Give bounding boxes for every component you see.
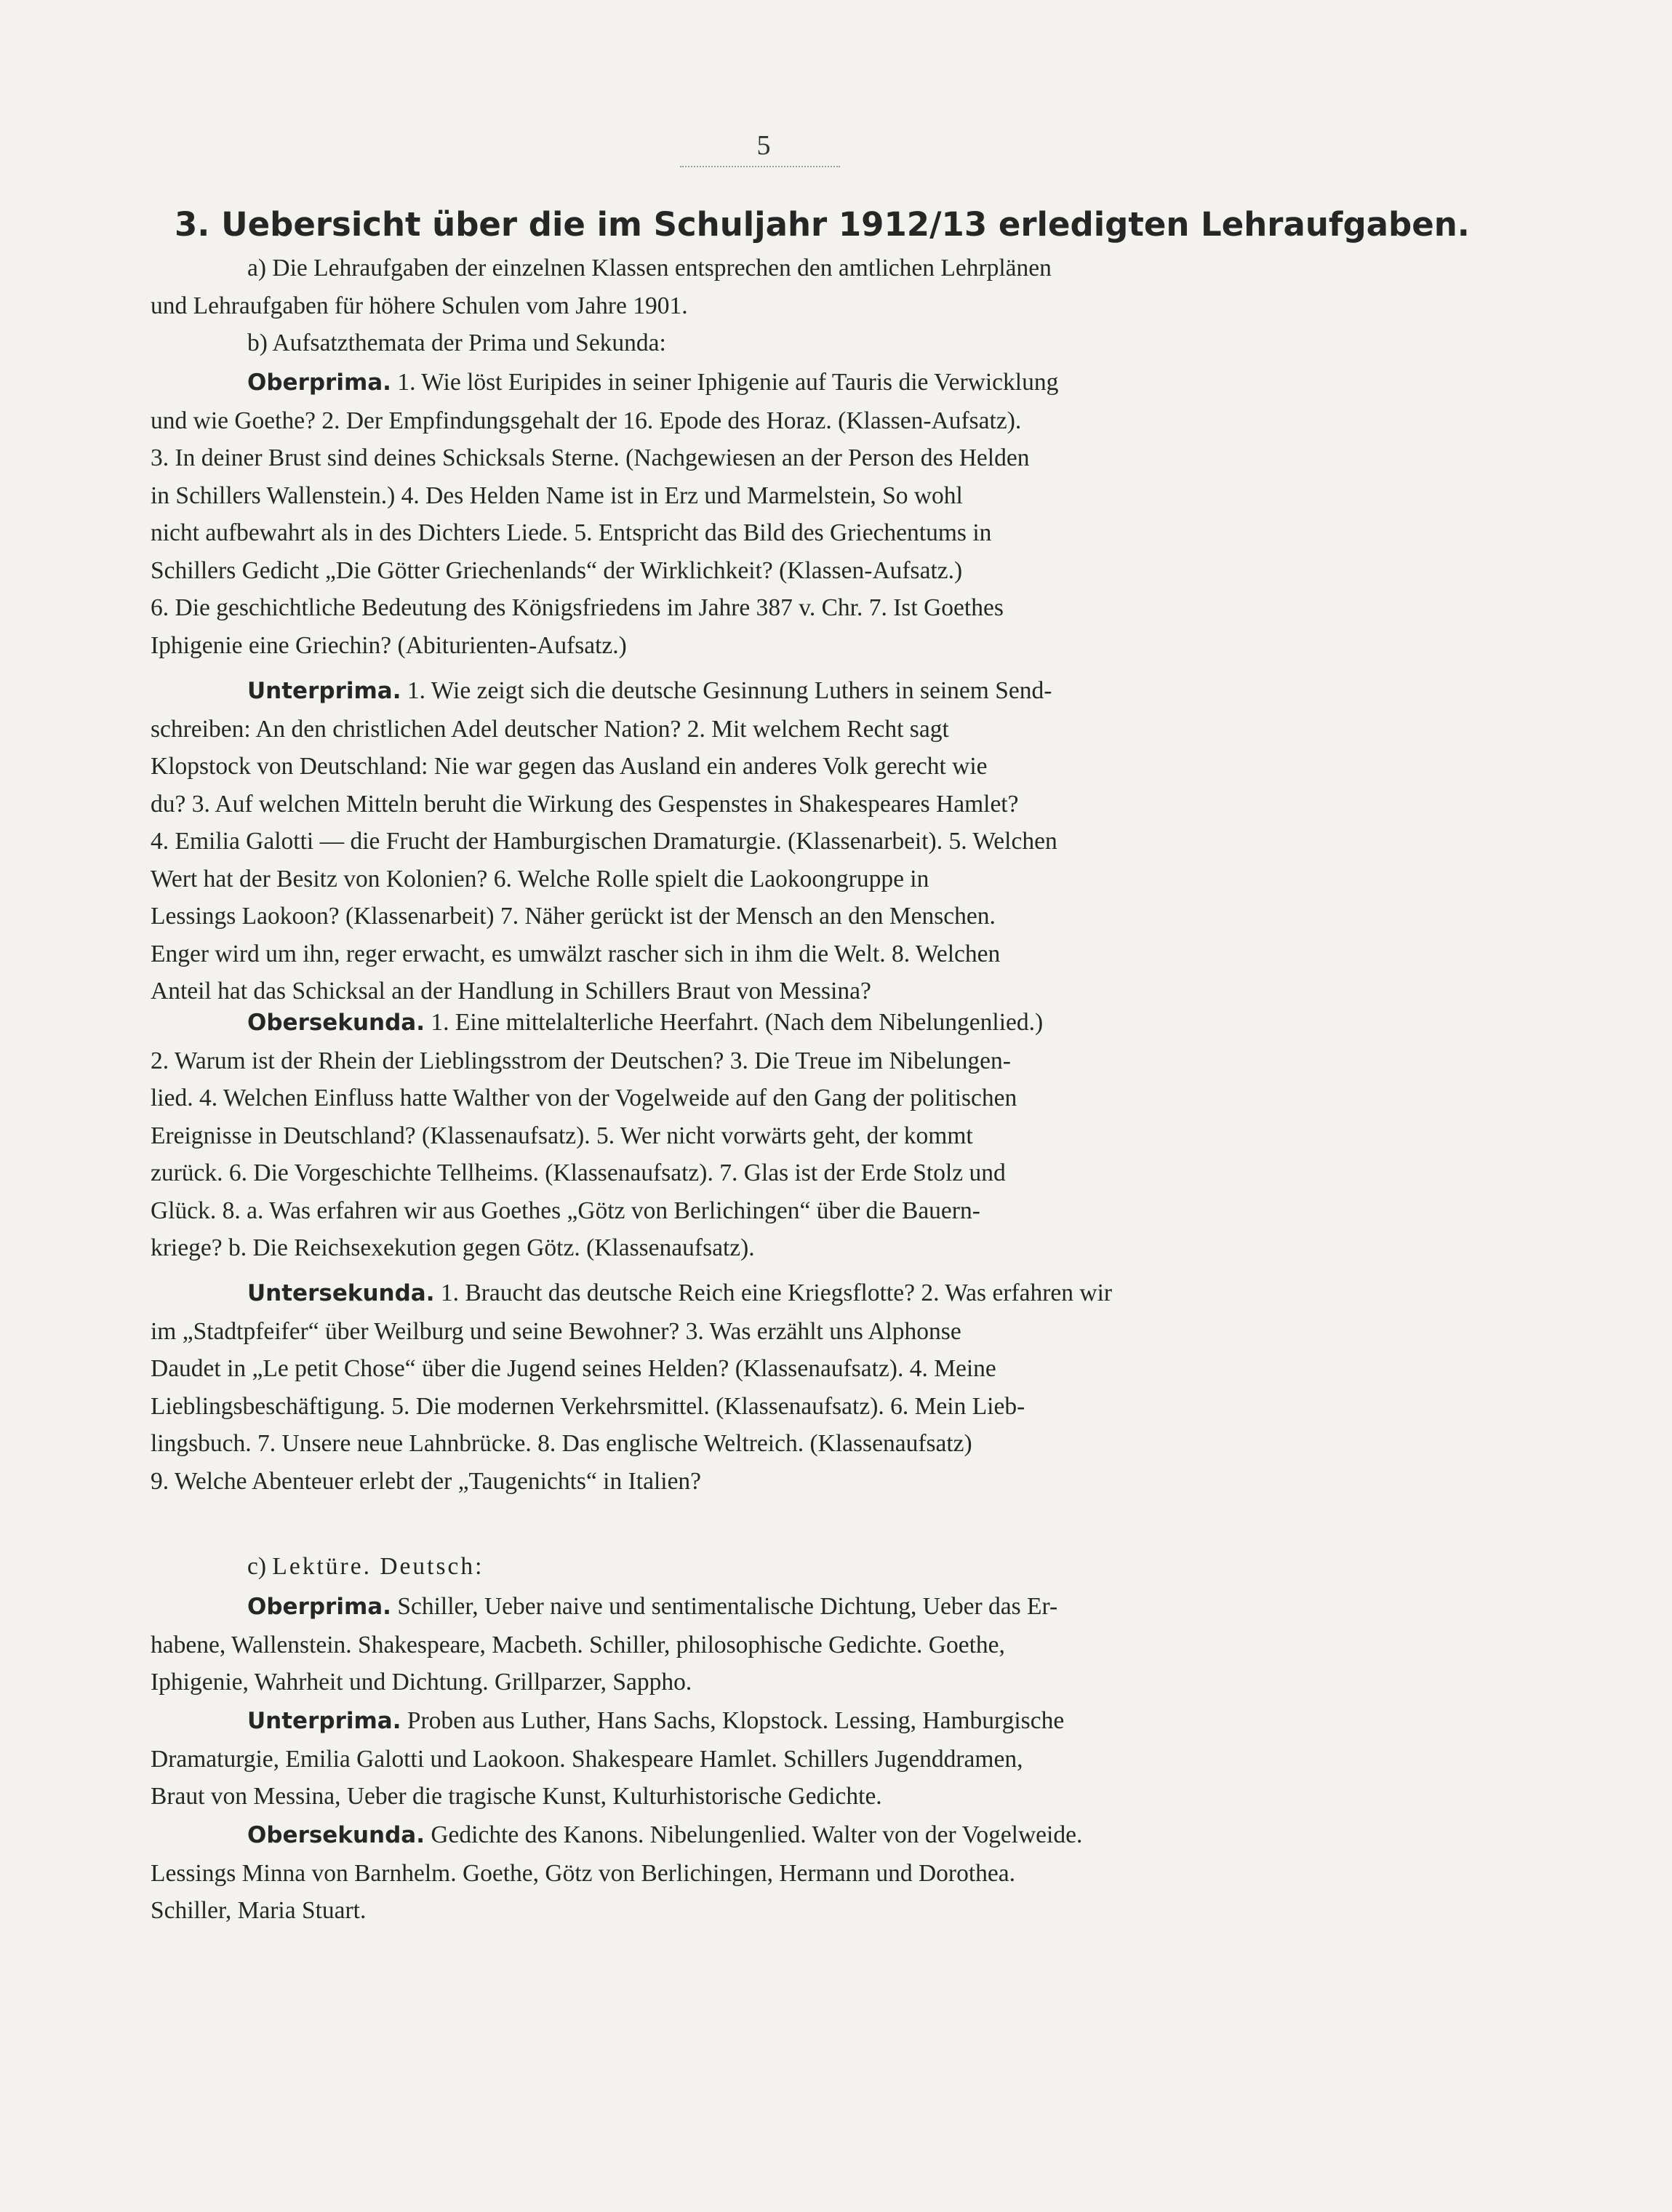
paragraph-line: im „Stadtpfeifer“ über Weilburg und seine Bewohner? 3. Was erzählt uns Alphonse [151, 1317, 961, 1345]
paragraph-line: Glück. 8. a. Was erfahren wir aus Goethes „Götz von Berlichingen“ über die Bauern- [151, 1197, 980, 1224]
paragraph-line: Braut von Messina, Ueber die tragische Kunst, Kulturhistorische Gedichte. [151, 1783, 882, 1810]
aufsatz-untersekunda [151, 1274, 1380, 1500]
paragraph-line: in Schillers Wallenstein.) 4. Des Helden Name ist in Erz und Marmelstein, So wohl [151, 482, 963, 509]
paragraph-text: Gedichte des Kanons. Nibelungenlied. Walter von der Vogelweide. [424, 1821, 1083, 1848]
intro-block [151, 249, 1380, 362]
paragraph-line: lingsbuch. 7. Unsere neue Lahnbrücke. 8. Das englische Weltreich. (Klassenaufsatz) [151, 1430, 972, 1457]
paragraph-line: Schillers Gedicht „Die Götter Griechenlands“ der Wirklichkeit? (Klassen-Aufsatz.) [151, 556, 963, 584]
paragraph-line: Klopstock von Deutschland: Nie war gegen das Ausland ein anderes Volk gerecht wie [151, 753, 988, 780]
paragraph-line: und wie Goethe? 2. Der Empfindungsgehalt der 16. Epode des Horaz. (Klassen-Aufsatz). [151, 407, 1022, 434]
class-label: Oberprima. [247, 1594, 391, 1620]
lektuere-obersekunda [151, 1816, 1380, 1930]
paragraph-line: du? 3. Auf welchen Mitteln beruht die Wirkung des Gespenstes in Shakespeares Hamlet? [151, 790, 1019, 818]
paragraph-line: 6. Die geschichtliche Bedeutung des Königsfriedens im Jahre 387 v. Chr. 7. Ist Goethes [151, 594, 1004, 621]
paragraph-line: Lieblingsbeschäftigung. 5. Die modernen Verkehrsmittel. (Klassenaufsatz). 6. Mein Lieb- [151, 1392, 1025, 1420]
paragraph-line: nicht aufbewahrt als in des Dichters Liede. 5. Entspricht das Bild des Griechentums in [151, 519, 992, 546]
paragraph-line: kriege? b. Die Reichsexekution gegen Götz. (Klassenaufsatz). [151, 1234, 755, 1261]
paragraph-text: 1. Braucht das deutsche Reich eine Kriegsflotte? 2. Was erfahren wir [434, 1279, 1113, 1306]
class-label: Unterprima. [247, 1708, 401, 1734]
paragraph-first-line [151, 1816, 1380, 1855]
paragraph-line: 9. Welche Abenteuer erlebt der „Taugenichts“ in Italien? [151, 1467, 702, 1495]
paragraph-line: 3. In deiner Brust sind deines Schicksals Sterne. (Nachgewiesen an der Person des Helden [151, 444, 1030, 471]
lektuere-heading [151, 1548, 1380, 1586]
paragraph-line: habene, Wallenstein. Shakespeare, Macbeth. Schiller, philosophische Gedichte. Goethe, [151, 1631, 1005, 1658]
intro-a-line1: a) Die Lehraufgaben der einzelnen Klassen entsprechen den amtlichen Lehrplänen [247, 255, 1052, 282]
paragraph-line: Lessings Laokoon? (Klassenarbeit) 7. Näher gerückt ist der Mensch an den Menschen. [151, 903, 996, 930]
section-title: 3. Uebersicht über die im Schuljahr 1912/13 erledigten Lehraufgaben. [175, 205, 1470, 244]
paragraph-line: Iphigenie, Wahrheit und Dichtung. Grillparzer, Sappho. [151, 1669, 692, 1696]
lektuere-heading-line [151, 1548, 1380, 1586]
paragraph-first-line [151, 1588, 1380, 1626]
paragraph-line: Anteil hat das Schicksal an der Handlung in Schillers Braut von Messina? [151, 978, 871, 1005]
class-label: Untersekunda. [247, 1280, 435, 1306]
paragraph-text: Proben aus Luther, Hans Sachs, Klopstock. Lessing, Hamburgische [401, 1707, 1065, 1734]
paragraph-text: 1. Wie zeigt sich die deutsche Gesinnung Luthers in seinem Send- [401, 677, 1052, 704]
paragraph-first-line [151, 1274, 1380, 1313]
aufsatz-oberprima [151, 364, 1380, 664]
paragraph-first-line [151, 364, 1380, 402]
intro-a-line2: und Lehraufgaben für höhere Schulen vom Jahre 1901. [151, 292, 688, 319]
lektuere-oberprima [151, 1588, 1380, 1701]
lektuere-heading-text: Lektüre. Deutsch: [272, 1553, 484, 1580]
paragraph-line: lied. 4. Welchen Einfluss hatte Walther von der Vogelweide auf den Gang der politischen [151, 1085, 1017, 1111]
paragraph-line: Daudet in „Le petit Chose“ über die Jugend seines Helden? (Klassenaufsatz). 4. Meine [151, 1355, 996, 1382]
paragraph-line: Iphigenie eine Griechin? (Abiturienten-Aufsatz.) [151, 631, 627, 659]
class-label: Oberprima. [247, 370, 391, 396]
paragraph-text: 1. Eine mittelalterliche Heerfahrt. (Nach dem Nibelungenlied.) [424, 1009, 1044, 1036]
paragraph-text: Schiller, Ueber naive und sentimentalische Dichtung, Ueber das Er- [391, 1593, 1058, 1620]
intro-b-line: b) Aufsatzthemata der Prima und Sekunda: [247, 330, 666, 356]
paragraph-first-line [151, 1004, 1380, 1042]
page-number-ornament [680, 166, 840, 167]
page-number: 5 [756, 130, 771, 161]
paragraph-first-line [151, 1702, 1380, 1741]
paragraph-line: 2. Warum ist der Rhein der Lieblingsstrom der Deutschen? 3. Die Treue im Nibelungen- [151, 1047, 1011, 1074]
class-label: Obersekunda. [247, 1010, 425, 1036]
class-label: Obersekunda. [247, 1822, 425, 1848]
paragraph-line: schreiben: An den christlichen Adel deutscher Nation? 2. Mit welchem Recht sagt [151, 715, 949, 743]
paragraph-line: Ereignisse in Deutschland? (Klassenaufsatz). 5. Wer nicht vorwärts geht, der kommt [151, 1122, 973, 1149]
paragraph-text: 1. Wie löst Euripides in seiner Iphigenie auf Tauris die Verwicklung [391, 369, 1059, 396]
lektuere-heading-prefix: c) [247, 1553, 273, 1580]
paragraph-first-line [151, 672, 1380, 711]
class-label: Unterprima. [247, 678, 401, 704]
paragraph-line: 4. Emilia Galotti — die Frucht der Hamburgischen Dramaturgie. (Klassenarbeit). 5. Welchen [151, 828, 1057, 855]
paragraph-line: zurück. 6. Die Vorgeschichte Tellheims. (Klassenaufsatz). 7. Glas ist der Erde Stolz und [151, 1159, 1006, 1186]
paragraph-line: Enger wird um ihn, reger erwacht, es umwälzt rascher sich in ihm die Welt. 8. Welchen [151, 940, 1001, 967]
aufsatz-obersekunda [151, 1004, 1380, 1267]
paragraph-line: Dramaturgie, Emilia Galotti und Laokoon. Shakespeare Hamlet. Schillers Jugenddramen, [151, 1745, 1023, 1773]
paragraph-line: Schiller, Maria Stuart. [151, 1897, 367, 1924]
paragraph-line: Lessings Minna von Barnhelm. Goethe, Götz von Berlichingen, Hermann und Dorothea. [151, 1859, 1015, 1887]
aufsatz-unterprima [151, 672, 1380, 1010]
paragraph-line: Wert hat der Besitz von Kolonien? 6. Welche Rolle spielt die Laokoongruppe in [151, 865, 929, 893]
lektuere-unterprima [151, 1702, 1380, 1816]
